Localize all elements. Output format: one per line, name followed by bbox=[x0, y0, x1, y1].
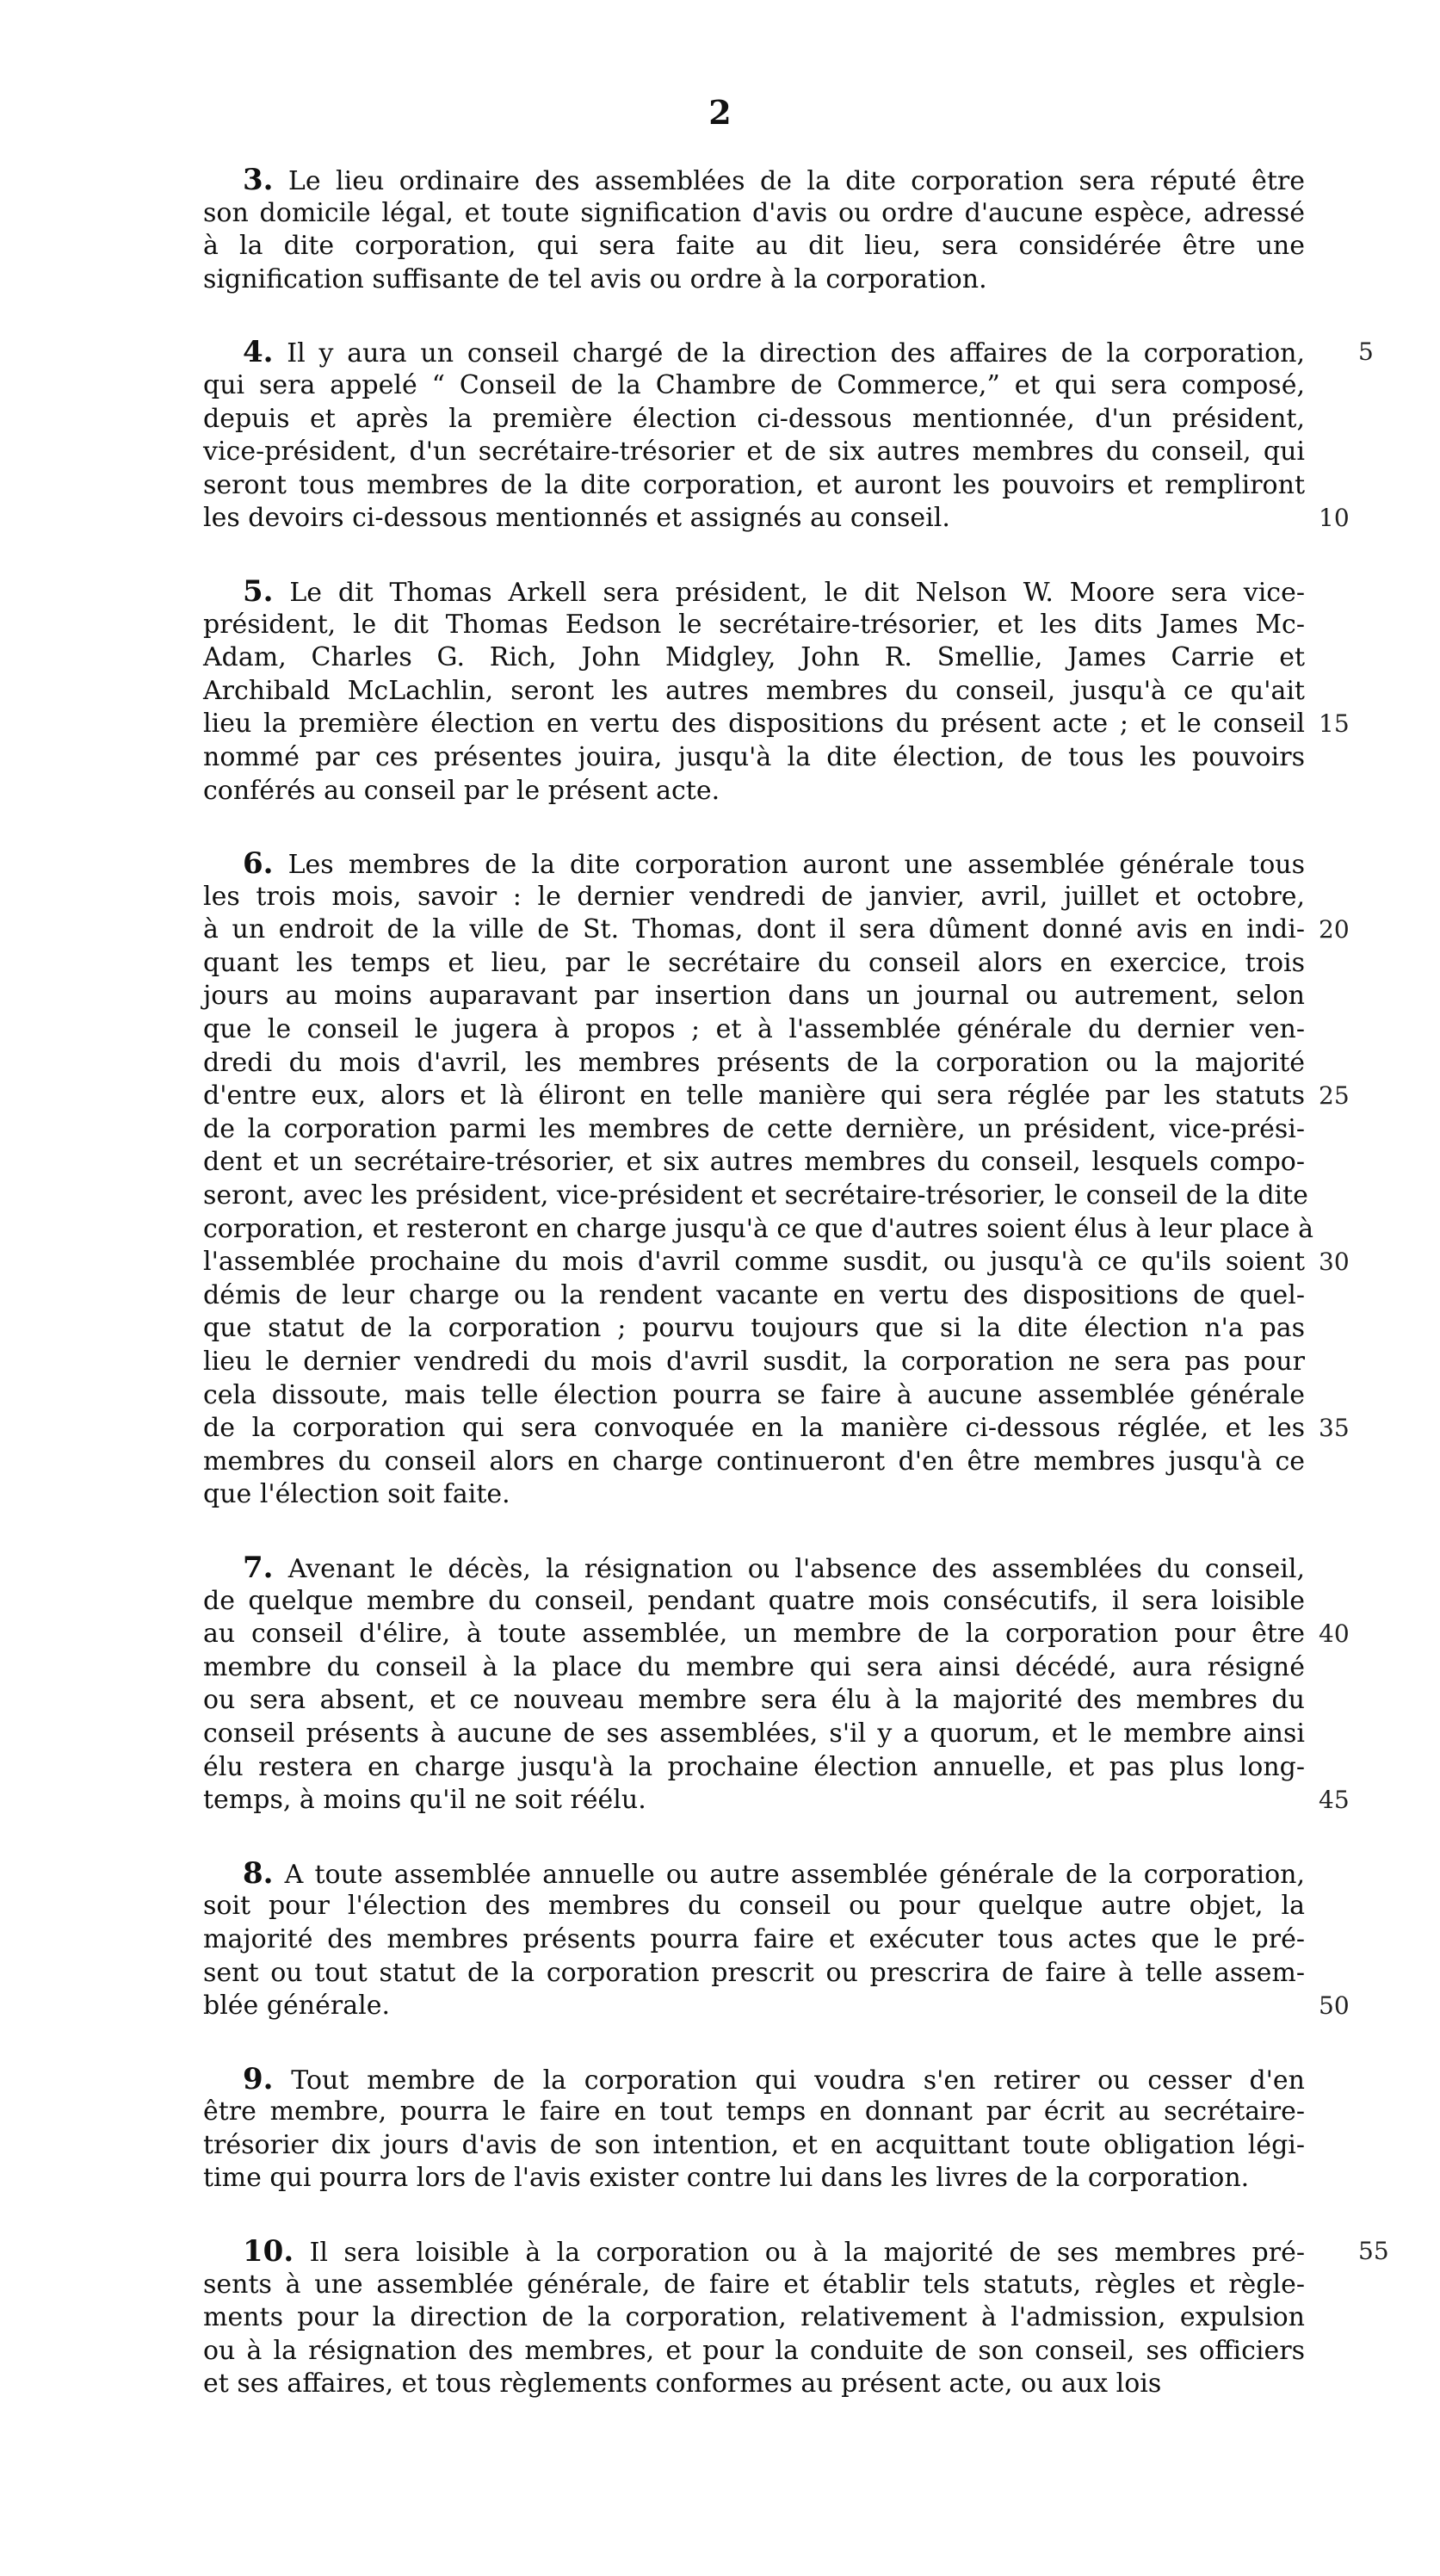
article-line bbox=[203, 1080, 1350, 1113]
line-text: trésorier dix jours d'avis de son intention, et en acquittant toute obligation légi- bbox=[203, 2129, 1305, 2160]
article-line bbox=[203, 1379, 1305, 1413]
line-text: à un endroit de la ville de St. Thomas, dont il sera dûment donné avis en indi- bbox=[203, 914, 1305, 945]
line-text: majorité des membres présents pourra faire et exécuter tous actes que le pré- bbox=[203, 1923, 1305, 1954]
line-text: sent ou tout statut de la corporation prescrit ou prescrira de faire à telle assem- bbox=[203, 1957, 1305, 1988]
line-text: seront tous membres de la dite corporation, et auront les pouvoirs et rempliront bbox=[203, 469, 1305, 500]
line-text: que statut de la corporation ; pourvu toujours que si la dite élection n'a pas bbox=[203, 1313, 1305, 1344]
article-7 bbox=[203, 1550, 1350, 1817]
line-text: time qui pourra lors de l'avis exister contre lui dans les livres de la corporation. bbox=[203, 2163, 1250, 2194]
article-line bbox=[203, 1412, 1350, 1446]
article-line bbox=[203, 2129, 1305, 2163]
article-number: 7. bbox=[243, 1550, 274, 1585]
line-text: signification suffisante de tel avis ou ordre à la corporation. bbox=[203, 263, 987, 294]
article-line bbox=[203, 1478, 1305, 1512]
line-text: Les membres de la dite corporation auront une assemblée générale tous bbox=[287, 850, 1305, 881]
article-9 bbox=[203, 2063, 1305, 2195]
line-text: de la corporation parmi les membres de cette dernière, un président, vice-prési- bbox=[203, 1113, 1305, 1144]
line-text: cela dissoute, mais telle élection pourra se faire à aucune assemblée générale bbox=[203, 1379, 1305, 1410]
article-number: 3. bbox=[243, 163, 274, 197]
line-number-margin: 50 bbox=[1319, 1991, 1350, 2021]
line-text: conseil présents à aucune de ses assemblées, s'il y a quorum, et le membre ainsi bbox=[203, 1718, 1305, 1749]
line-text: Adam, Charles G. Rich, John Midgley, John R. Smellie, James Carrie et bbox=[203, 642, 1305, 673]
article-number: 4. bbox=[243, 335, 274, 370]
line-number-margin: 35 bbox=[1319, 1414, 1350, 1443]
article-line bbox=[203, 1551, 1305, 1585]
line-text: Tout membre de la corporation qui voudra s'en retirer ou cesser d'en bbox=[291, 2065, 1305, 2096]
article-4 bbox=[203, 335, 1374, 536]
article-number: 9. bbox=[243, 2061, 274, 2096]
line-text: d'entre eux, alors et là éliront en telle manière qui sera réglée par les statuts bbox=[203, 1081, 1305, 1112]
article-line bbox=[203, 2269, 1305, 2302]
article-line bbox=[203, 436, 1305, 469]
line-number-margin: 5 bbox=[1358, 337, 1374, 367]
article-line bbox=[203, 1180, 1308, 1213]
article-number: 8. bbox=[243, 1855, 274, 1891]
line-number-margin: 10 bbox=[1319, 504, 1350, 533]
line-text: Il sera loisible à la corporation ou à la majorité de ses membres pré- bbox=[309, 2238, 1305, 2269]
line-text: Archibald McLachlin, seront les autres membres du conseil, jusqu'à ce qu'ait bbox=[203, 675, 1305, 706]
article-line bbox=[203, 1890, 1305, 1923]
line-text: qui sera appelé “ Conseil de la Chambre de Commerce,” et qui sera composé, bbox=[203, 369, 1305, 400]
line-text: sents à une assemblée générale, de faire et établir tels statuts, règles et règle- bbox=[203, 2269, 1305, 2300]
article-line bbox=[203, 2162, 1305, 2195]
line-text: ments pour la direction de la corporation, relativement à l'admission, expulsion bbox=[203, 2302, 1305, 2333]
article-line bbox=[203, 1312, 1305, 1346]
article-line bbox=[203, 335, 1374, 370]
article-5 bbox=[203, 573, 1350, 808]
line-text: l'assemblée prochaine du mois d'avril comme susdit, ou jusqu'à ce qu'ils soient bbox=[203, 1247, 1305, 1278]
line-text: de quelque membre du conseil, pendant quatre mois consécutifs, il sera loisible bbox=[203, 1585, 1305, 1616]
article-line bbox=[203, 2301, 1305, 2335]
line-text: soit pour l'élection des membres du conseil ou pour quelque autre objet, la bbox=[203, 1891, 1305, 1922]
article-line bbox=[203, 847, 1305, 881]
article-line bbox=[203, 1446, 1305, 1479]
article-line bbox=[203, 947, 1305, 981]
article-line bbox=[203, 1013, 1305, 1047]
line-text: vice-président, d'un secrétaire-trésorier et de six autres membres du conseil, qui bbox=[203, 437, 1305, 468]
line-text: Il y aura un conseil chargé de la direction des affaires de la corporation, bbox=[287, 338, 1305, 369]
line-text: seront, avec les président, vice-président et secrétaire-trésorier, le conseil de la dite bbox=[203, 1180, 1308, 1211]
article-8 bbox=[203, 1855, 1350, 2023]
article-line bbox=[203, 369, 1305, 403]
article-line bbox=[203, 1279, 1305, 1313]
line-text: lieu la première élection en vertu des dispositions du présent acte ; et le conseil bbox=[203, 709, 1305, 740]
article-line bbox=[203, 1718, 1305, 1751]
article-line bbox=[203, 1047, 1305, 1081]
line-text: que le conseil le jugera à propos ; et à l'assemblée générale du dernier ven- bbox=[203, 1014, 1305, 1045]
line-text: membres du conseil alors en charge continueront d'en être membres jusqu'à ce bbox=[203, 1446, 1305, 1477]
article-number: 5. bbox=[243, 573, 274, 609]
line-number-margin: 30 bbox=[1319, 1248, 1350, 1277]
line-text: quant les temps et lieu, par le secrétaire du conseil alors en exercice, trois bbox=[203, 947, 1305, 978]
article-line bbox=[203, 2096, 1305, 2129]
line-text: Le dit Thomas Arkell sera président, le dit Nelson W. Moore sera vice- bbox=[289, 577, 1305, 608]
article-line bbox=[203, 775, 1305, 808]
line-text: dent et un secrétaire-trésorier, et six autres membres du conseil, lesquels compo- bbox=[203, 1147, 1305, 1178]
article-line bbox=[203, 575, 1305, 609]
line-text: Le lieu ordinaire des assemblées de la dite corporation sera réputé être bbox=[287, 166, 1305, 196]
line-text: être membre, pourra le faire en tout temps en donnant par écrit au secrétaire- bbox=[203, 2096, 1305, 2127]
article-line bbox=[203, 881, 1305, 914]
article-line bbox=[203, 164, 1305, 197]
article-line bbox=[203, 1585, 1305, 1619]
article-number: 10. bbox=[243, 2234, 294, 2269]
line-text: A toute assemblée annuelle ou autre assemblée générale de la corporation, bbox=[284, 1859, 1305, 1890]
line-text: les trois mois, savoir : le dernier vendredi de janvier, avril, juillet et octobre, bbox=[203, 881, 1305, 912]
article-line bbox=[203, 609, 1305, 642]
article-line bbox=[203, 1246, 1350, 1279]
line-number-margin: 25 bbox=[1319, 1081, 1350, 1111]
article-line bbox=[203, 2234, 1389, 2269]
article-line bbox=[203, 708, 1350, 741]
line-text: nommé par ces présentes jouira, jusqu'à la dite élection, de tous les pouvoirs bbox=[203, 741, 1305, 772]
article-line bbox=[203, 741, 1305, 775]
article-line bbox=[203, 1684, 1305, 1718]
article-line bbox=[203, 1923, 1305, 1957]
line-number-margin: 15 bbox=[1319, 709, 1350, 739]
article-line bbox=[203, 469, 1305, 503]
article-line bbox=[203, 1146, 1305, 1180]
line-number-margin: 55 bbox=[1358, 2237, 1389, 2266]
line-text: conférés au conseil par le présent acte. bbox=[203, 775, 720, 806]
article-line bbox=[203, 1651, 1305, 1685]
article-3 bbox=[203, 164, 1305, 296]
article-line bbox=[203, 675, 1305, 709]
article-number: 6. bbox=[243, 846, 274, 882]
line-text: que l'élection soit faite. bbox=[203, 1479, 510, 1510]
article-line bbox=[203, 1957, 1305, 1991]
line-text: démis de leur charge ou la rendent vacante en vertu des dispositions de quel- bbox=[203, 1279, 1305, 1310]
article-line bbox=[203, 1857, 1305, 1891]
line-text: Avenant le décès, la résignation ou l'absence des assemblées du conseil, bbox=[287, 1553, 1305, 1584]
article-line bbox=[203, 1213, 1314, 1247]
line-number-margin: 20 bbox=[1319, 915, 1350, 944]
document-body bbox=[203, 163, 1389, 2441]
line-text: et ses affaires, et tous règlements conformes au présent acte, ou aux lois bbox=[203, 2369, 1162, 2400]
line-text: les devoirs ci-dessous mentionnés et assignés au conseil. bbox=[203, 503, 950, 534]
line-text: lieu le dernier vendredi du mois d'avril susdit, la corporation ne sera pas pour bbox=[203, 1347, 1305, 1377]
line-number-margin: 40 bbox=[1319, 1619, 1350, 1649]
article-line bbox=[203, 403, 1305, 437]
article-line bbox=[203, 1751, 1305, 1785]
line-text: membre du conseil à la place du membre qui sera ainsi décédé, aura résigné bbox=[203, 1651, 1305, 1682]
line-text: à la dite corporation, qui sera faite au dit lieu, sera considérée être une bbox=[203, 231, 1305, 262]
article-line bbox=[203, 1346, 1305, 1379]
article-line bbox=[203, 1784, 1350, 1817]
article-line bbox=[203, 2335, 1305, 2369]
article-line bbox=[203, 2368, 1305, 2401]
line-text: de la corporation qui sera convoquée en la manière ci-dessous réglée, et les bbox=[203, 1413, 1305, 1444]
line-text: au conseil d'élire, à toute assemblée, un membre de la corporation pour être bbox=[203, 1619, 1305, 1650]
article-line bbox=[203, 913, 1350, 947]
article-line bbox=[203, 1990, 1350, 2023]
line-text: temps, à moins qu'il ne soit réélu. bbox=[203, 1785, 646, 1816]
article-line bbox=[203, 641, 1305, 675]
article-6 bbox=[203, 846, 1350, 1512]
article-line bbox=[203, 1618, 1350, 1651]
line-text: ou sera absent, et ce nouveau membre sera élu à la majorité des membres du bbox=[203, 1685, 1305, 1716]
article-line bbox=[203, 1113, 1305, 1147]
article-line bbox=[203, 263, 1305, 297]
line-text: blée générale. bbox=[203, 1991, 390, 2022]
line-number-margin: 45 bbox=[1319, 1786, 1350, 1815]
article-10 bbox=[203, 2234, 1389, 2401]
article-line bbox=[203, 502, 1350, 536]
line-text: élu restera en charge jusqu'à la prochaine élection annuelle, et pas plus long- bbox=[203, 1751, 1305, 1782]
article-line bbox=[203, 230, 1305, 263]
article-line bbox=[203, 2063, 1305, 2096]
line-text: président, le dit Thomas Eedson le secrétaire-trésorier, et les dits James Mc- bbox=[203, 609, 1305, 640]
line-text: jours au moins auparavant par insertion dans un journal ou autrement, selon bbox=[203, 981, 1305, 1012]
line-text: corporation, et resteront en charge jusqu'à ce que d'autres soient élus à leur place à bbox=[203, 1213, 1314, 1244]
line-text: dredi du mois d'avril, les membres présents de la corporation ou la majorité bbox=[203, 1047, 1305, 1078]
line-text: depuis et après la première élection ci-dessous mentionnée, d'un président, bbox=[203, 403, 1305, 434]
line-text: son domicile légal, et toute signification d'avis ou ordre d'aucune espèce, adressé bbox=[203, 197, 1305, 228]
article-line bbox=[203, 197, 1305, 231]
line-text: ou à la résignation des membres, et pour la conduite de son conseil, ses officiers bbox=[203, 2335, 1305, 2366]
article-line bbox=[203, 980, 1305, 1013]
page-number: 2 bbox=[708, 93, 732, 132]
